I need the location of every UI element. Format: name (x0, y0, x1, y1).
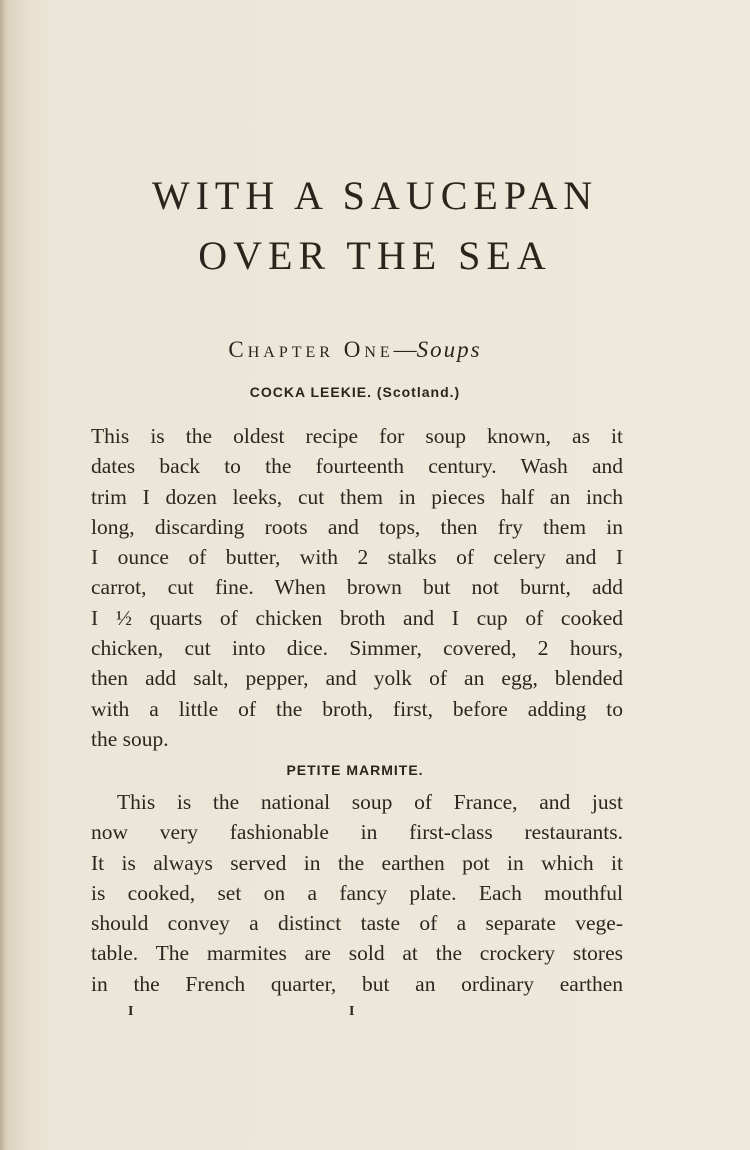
text-line: then add salt, pepper, and yolk of an egg, blended (91, 666, 623, 691)
recipe-heading-cocka-leekie: COCKA LEEKIE. (Scotland.) (249, 384, 461, 400)
text-line: should convey a distinct taste of a separate vege- (91, 911, 623, 936)
recipe-heading-petite-marmite: PETITE MARMITE. (286, 762, 424, 778)
book-title-line-2: OVER THE SEA (198, 233, 552, 278)
text-line: This is the national soup of France, and just (117, 790, 623, 814)
page-gutter (0, 0, 6, 1150)
text-line: in the French quarter, but an ordinary earthen (91, 971, 623, 996)
text-line: It is always served in the earthen pot in which it (91, 850, 623, 875)
text-line: is cooked, set on a fancy plate. Each mouthful (91, 880, 623, 905)
signature-mark: I (128, 1004, 134, 1019)
text-line: trim I dozen leeks, cut them in pieces half an inch (91, 484, 623, 509)
recipe-text-cocka-leekie (91, 421, 623, 754)
text-line: long, discarding roots and tops, then fry them in (91, 514, 623, 539)
recipe-text-petite-marmite (91, 787, 623, 999)
text-line: table. The marmites are sold at the crockery stores (91, 941, 623, 966)
chapter-topic: Soups (416, 337, 482, 362)
text-line: I ½ quarts of chicken broth and I cup of cooked (91, 605, 623, 630)
chapter-label: Chapter One (228, 337, 394, 362)
text-line: I ounce of butter, with 2 stalks of celery and I (91, 545, 623, 570)
chapter-dash: — (393, 337, 417, 362)
text-line: dates back to the fourteenth century. Wash and (91, 454, 623, 479)
text-line: chicken, cut into dice. Simmer, covered, 2 hours, (91, 636, 623, 661)
text-line: the soup. (91, 726, 169, 751)
text-line: This is the oldest recipe for soup known, as it (91, 424, 623, 448)
chapter-heading (90, 337, 620, 363)
book-title-line-1: WITH A SAUCEPAN (151, 173, 599, 218)
text-line: with a little of the broth, first, before adding to (91, 696, 623, 721)
text-line: now very fashionable in first-class restaurants. (91, 820, 623, 845)
page-number: I (349, 1004, 355, 1019)
text-line: carrot, cut fine. When brown but not burnt, add (91, 575, 623, 600)
